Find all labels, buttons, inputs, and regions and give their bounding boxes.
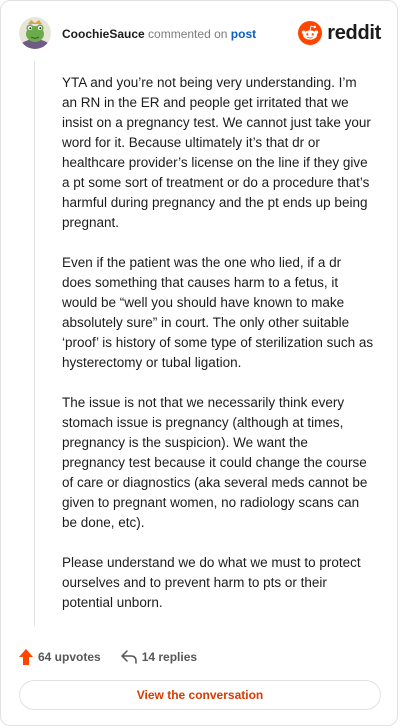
reply-arrow-icon [121,650,137,664]
upvote-arrow-icon [19,649,33,665]
comment-footer [19,647,197,667]
upvote-count: 64 upvotes [38,650,101,664]
action-text: commented on [148,27,228,41]
reddit-logo[interactable] [298,20,381,46]
comment-body [62,73,374,633]
username-link[interactable]: CoochieSauce [62,27,145,41]
view-conversation-button[interactable]: View the conversation [19,680,381,710]
comment-paragraph: YTA and you’re not being very understanding. I’m an RN in the ER and people get irritated that we insist on a pregnancy test. We cannot just take your word for it. Because ultimately it’s that dr or healthcare provider’s license on the line if they give a pt some sort of treatment or do a procedure that’s harmful during pregnancy and the pt ends up being pregnant. [62,75,371,230]
thread-line [34,61,35,626]
upvote-button[interactable] [19,649,101,665]
reddit-snoo-icon [298,21,322,45]
replies-button[interactable] [121,650,197,664]
reply-count: 14 replies [141,650,198,664]
post-link[interactable]: post [230,27,257,41]
comment-meta [62,27,256,41]
user-avatar[interactable] [19,17,51,49]
comment-paragraph: The issue is not that we necessarily think every stomach issue is pregnancy (although at times, pregnancy is the suspicion). We want the pregnancy test because it could change the course of care or diagnostics (aka several meds cannot be given to pregnant women, no radiology scans can be done, etc). [62,395,368,530]
comment-paragraph: Even if the patient was the one who lied, if a dr does something that causes harm to a fetus, it would be “well you should have known to make absolutely sure” in court. The only other suitable ‘proof’ is history of some type of sterilization such as hysterectomy or tubal ligation. [62,255,374,370]
brand-wordmark: reddit [327,21,381,44]
comment-header [19,15,381,51]
frog-avatar-icon [19,17,51,49]
comment-paragraph: Please understand we do what we must to protect ourselves and to prevent harm to pts or their potential unborn. [62,555,361,610]
